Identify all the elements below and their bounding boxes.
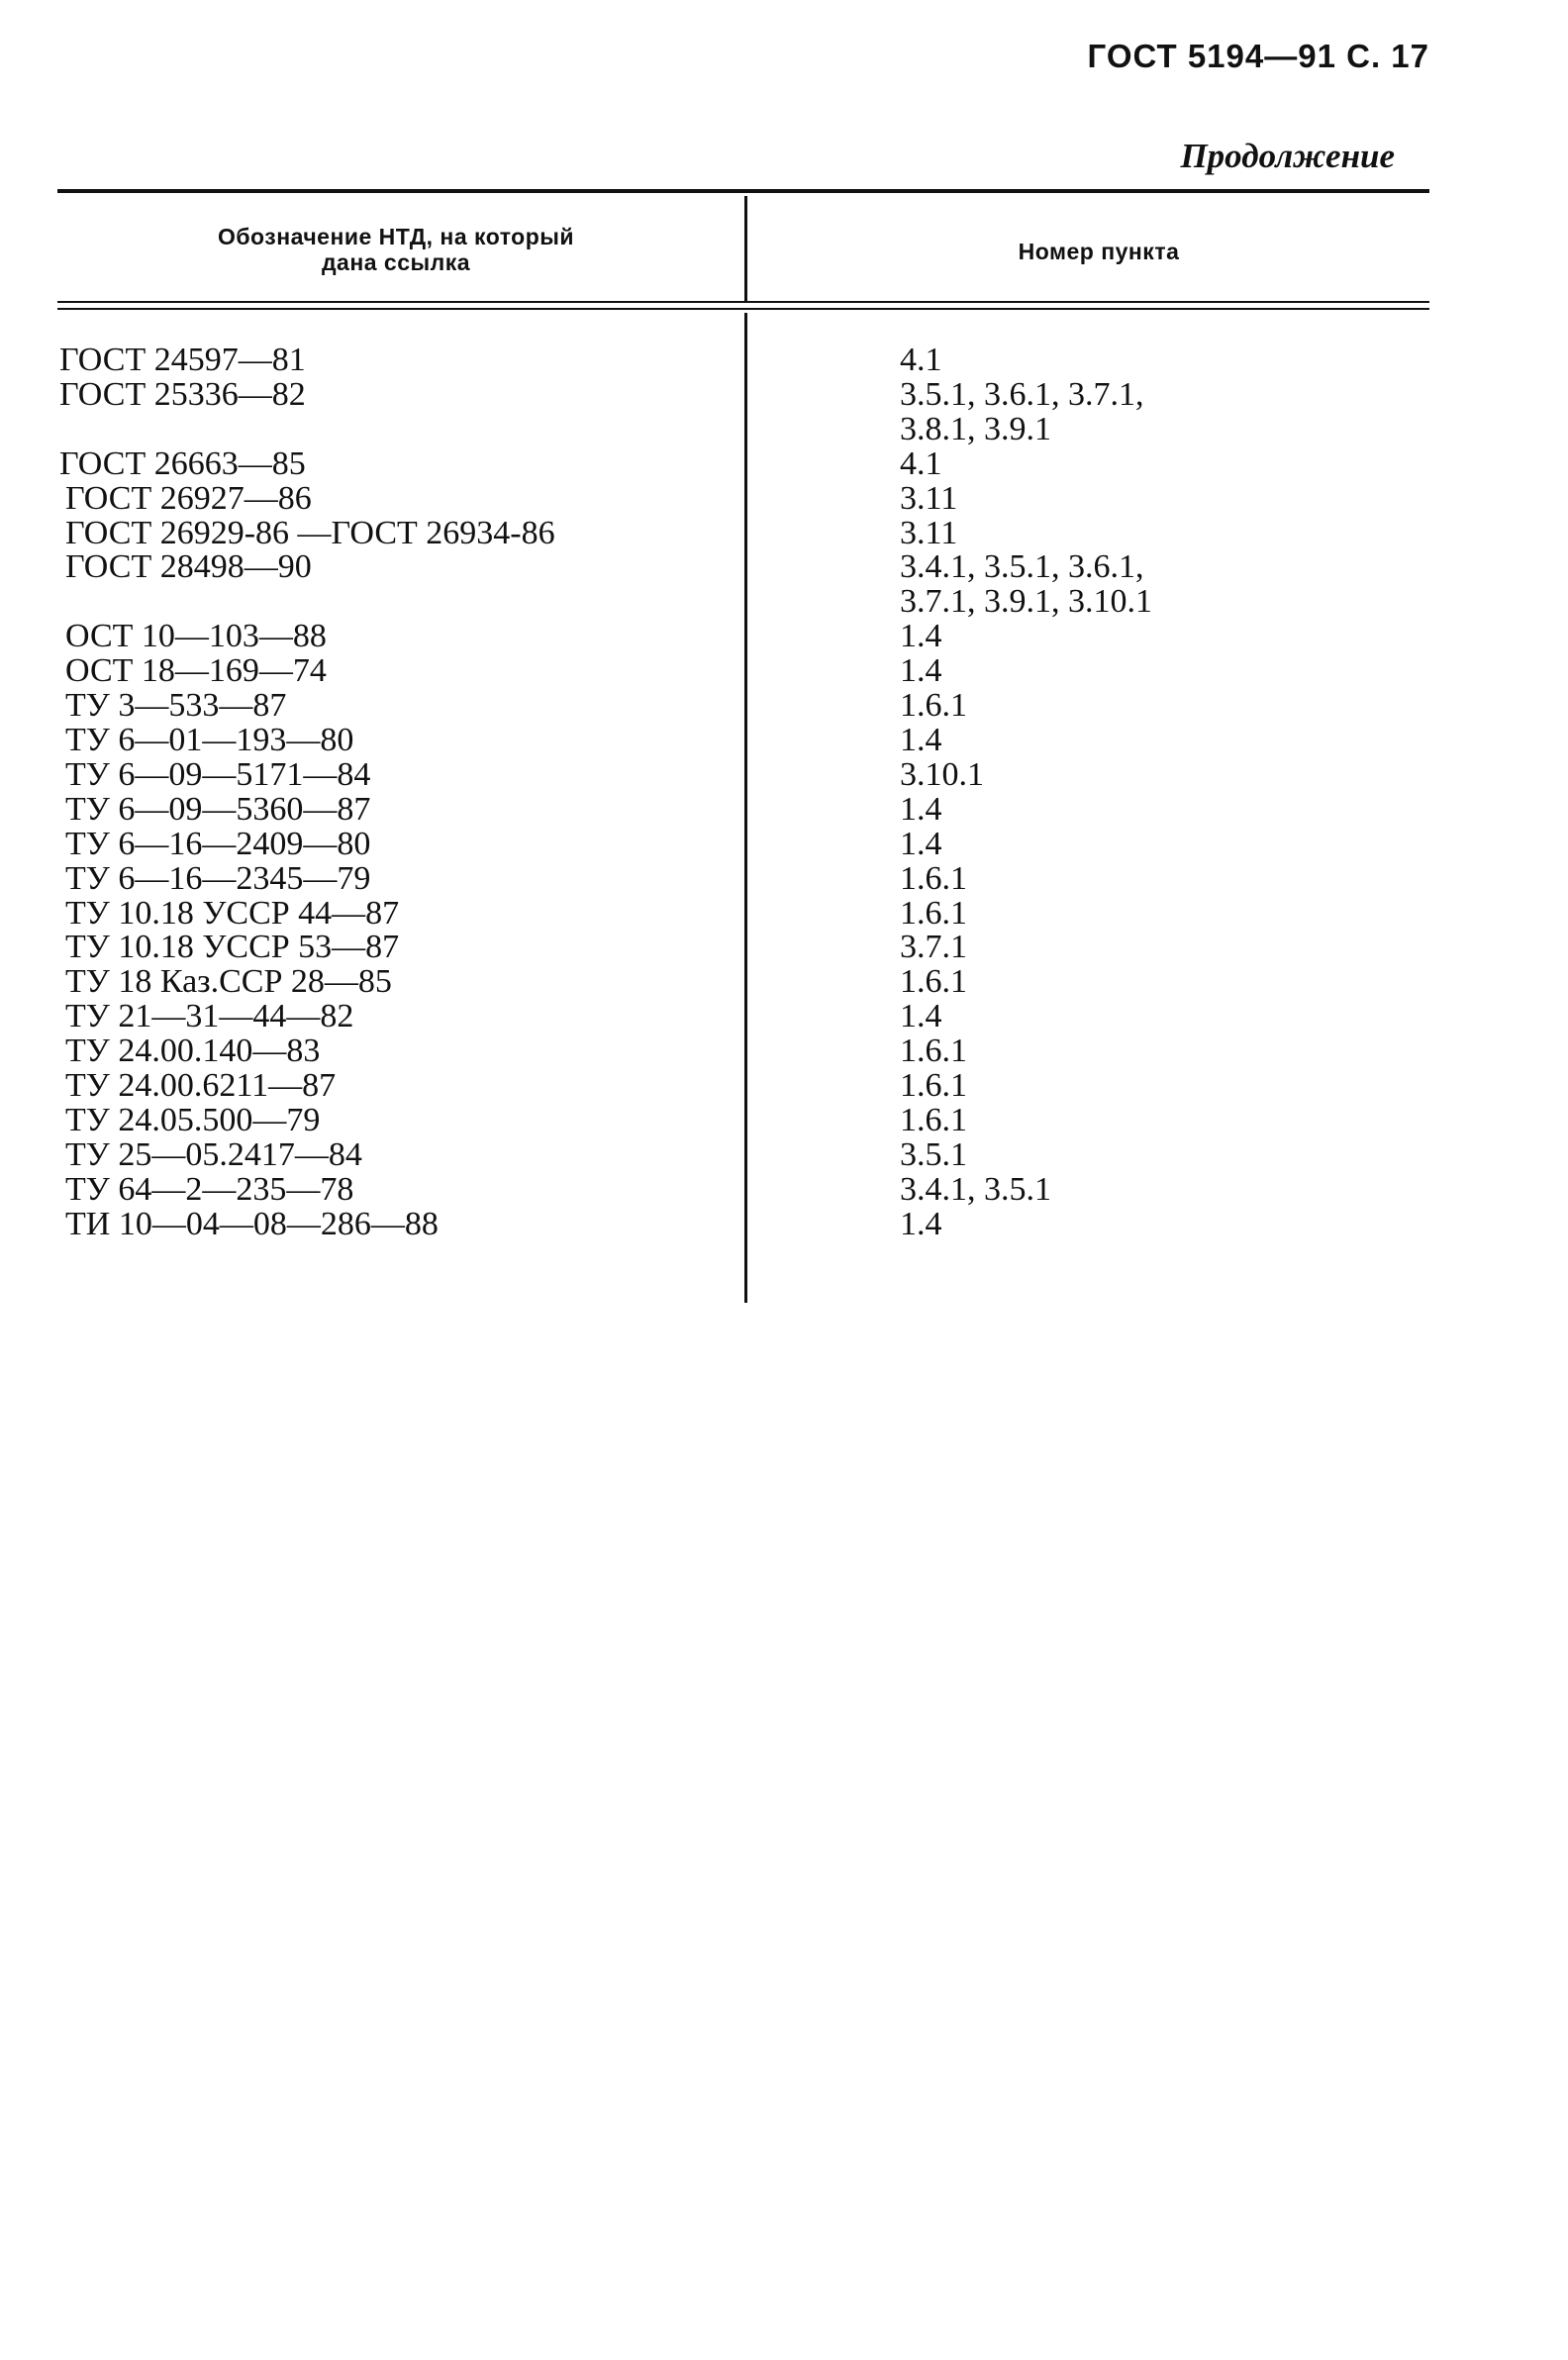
continuation-label: Продолжение [1180,137,1395,175]
reference-cell: ТУ 25—05.2417—84 [65,1135,362,1173]
reference-cell: ТУ 21—31—44—82 [65,998,354,1035]
clause-cell: 1.4 [900,652,942,690]
reference-cell: ТУ 10.18 УССР 44—87 [65,894,400,932]
clause-cell: 3.4.1, 3.5.1 [900,1170,1051,1208]
clause-cell: 1.6.1 [900,1067,967,1105]
header-rule-upper [57,301,1429,303]
column-header-reference-text: Обозначение НТД, на который дана ссылка [217,224,575,275]
table-row [0,859,1568,897]
clause-cell: 1.4 [900,998,942,1035]
reference-cell: ГОСТ 28498—90 [65,548,312,586]
reference-cell: ГОСТ 24597—81 [59,342,306,378]
table-row [0,1170,1568,1208]
clause-cell: 1.6.1 [900,687,967,725]
page-header: ГОСТ 5194—91 С. 17 [1087,38,1429,74]
table-row [0,1135,1568,1173]
table-body [0,344,1568,1242]
header-rule-lower [57,308,1429,310]
clause-cell: 3.10.1 [900,755,984,793]
table-row [0,689,1568,724]
reference-cell: ОСТ 18—169—74 [65,652,327,690]
clause-cell: 1.4 [900,721,942,758]
reference-cell: ОСТ 10—103—88 [65,618,327,655]
table-row [0,1034,1568,1069]
column-header-clause: Номер пункта [1018,239,1180,264]
table-row [0,479,1568,517]
reference-cell: ТУ 3—533—87 [65,687,287,725]
table-row [0,894,1568,932]
reference-cell: ТУ 6—16—2409—80 [65,825,371,862]
table-top-rule [57,189,1429,193]
reference-cell: ТУ 6—09—5171—84 [65,755,371,793]
reference-cell: ГОСТ 26663—85 [59,444,306,482]
clause-cell: 3.7.1 [900,929,967,966]
clause-cell: 1.6.1 [900,859,967,897]
reference-cell: ГОСТ 25336—82 [59,375,306,413]
clause-cell: 3.5.1, 3.6.1, 3.7.1, 3.8.1, 3.9.1 [900,375,1144,447]
reference-cell: ГОСТ 26927—86 [65,479,312,517]
table-row [0,654,1568,689]
reference-cell: ТУ 18 Каз.ССР 28—85 [65,963,392,1001]
reference-cell: ТИ 10—04—08—286—88 [65,1205,439,1242]
clause-cell: 4.1 [900,444,942,482]
reference-cell: ТУ 6—16—2345—79 [65,859,371,897]
clause-cell: 1.4 [900,618,942,655]
reference-cell: ТУ 64—2—235—78 [65,1170,354,1208]
clause-cell: 3.5.1 [900,1135,967,1173]
table-row [0,931,1568,965]
reference-cell: ТУ 24.00.6211—87 [65,1067,337,1105]
table-row [0,721,1568,758]
column-header-reference [148,224,643,275]
table-row [0,965,1568,1000]
reference-cell: ТУ 24.00.140—83 [65,1032,321,1070]
reference-cell: ТУ 6—09—5360—87 [65,790,371,828]
reference-cell: ТУ 24.05.500—79 [65,1101,321,1138]
table-row [0,1069,1568,1104]
table-row [0,755,1568,793]
table-row [0,620,1568,654]
table-row [0,444,1568,482]
reference-cell: ГОСТ 26929-86 —ГОСТ 26934-86 [65,514,555,551]
clause-cell: 1.6.1 [900,963,967,1001]
table-row [0,344,1568,378]
table-row [0,1101,1568,1138]
table-row [0,790,1568,828]
reference-cell: ТУ 6—01—193—80 [65,721,354,758]
clause-cell: 4.1 [900,342,942,378]
table-row [0,1000,1568,1034]
table-row [0,1205,1568,1242]
clause-cell: 1.4 [900,825,942,862]
header-column-divider [744,196,747,303]
clause-cell: 1.6.1 [900,894,967,932]
table-row [0,514,1568,551]
clause-cell: 3.4.1, 3.5.1, 3.6.1, 3.7.1, 3.9.1, 3.10.1 [900,548,1152,621]
table-row [0,550,1568,620]
reference-cell: ТУ 10.18 УССР 53—87 [65,929,400,966]
table-row [0,825,1568,862]
clause-cell: 1.6.1 [900,1101,967,1138]
clause-cell: 1.6.1 [900,1032,967,1070]
clause-cell: 3.11 [900,479,958,517]
clause-cell: 3.11 [900,514,958,551]
clause-cell: 1.4 [900,1205,942,1242]
table-row [0,375,1568,447]
clause-cell: 1.4 [900,790,942,828]
